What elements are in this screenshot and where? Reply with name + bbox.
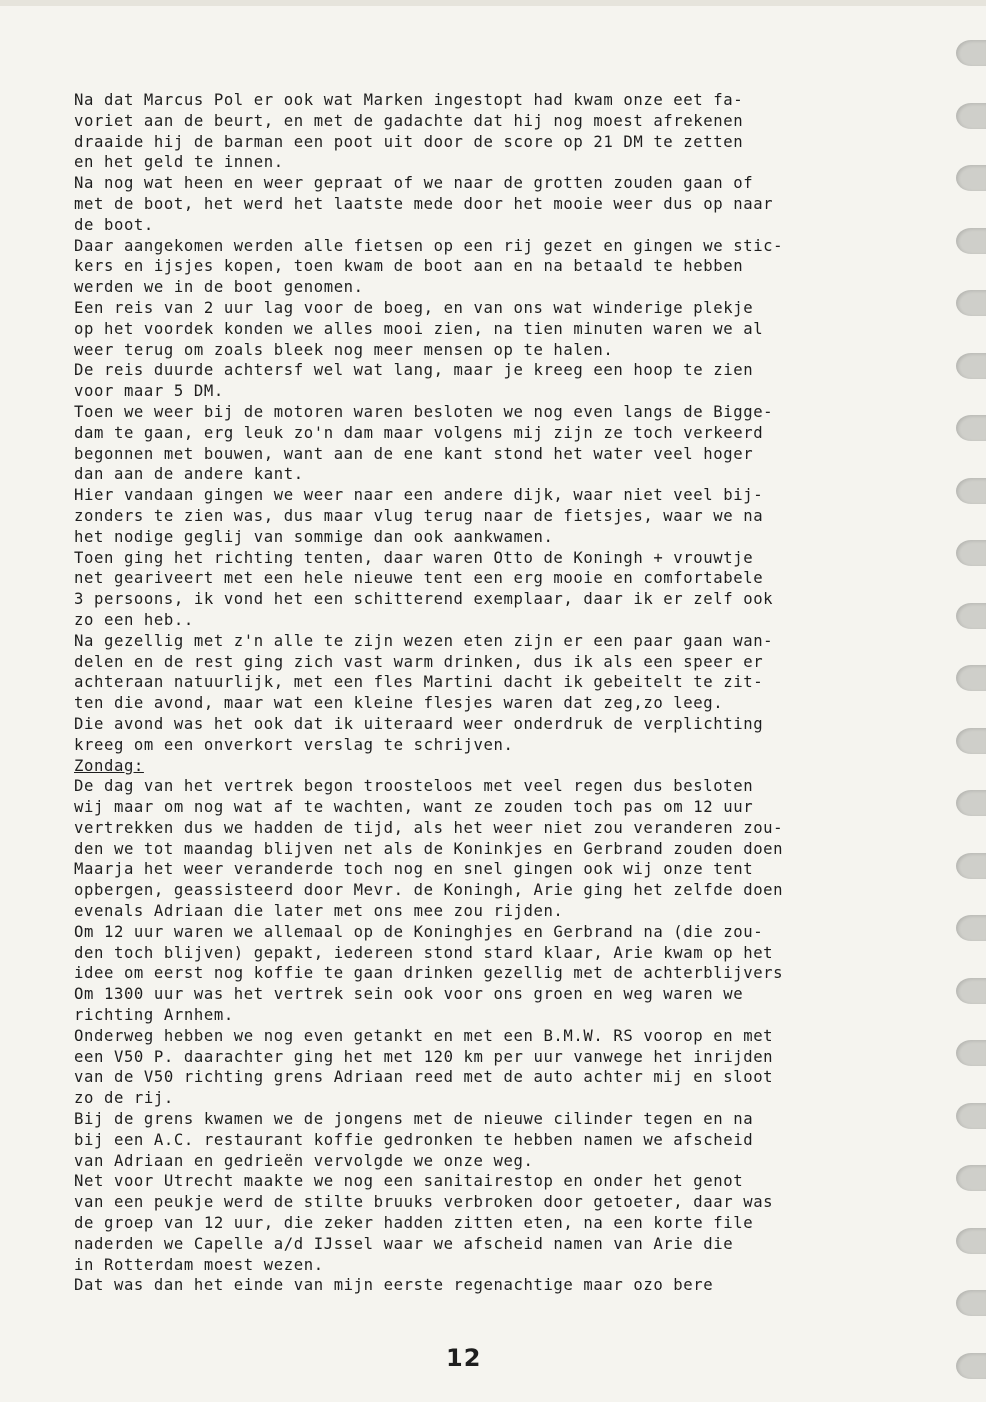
punch-hole xyxy=(956,165,986,191)
punch-hole xyxy=(956,1290,986,1316)
page-number: 12 xyxy=(446,1344,482,1372)
text-line: Net voor Utrecht maakte we nog een sanitairestop en onder het genot xyxy=(74,1172,744,1191)
text-line: Een reis van 2 uur lag voor de boeg, en van ons wat winderige plekje xyxy=(74,298,754,317)
punch-hole xyxy=(956,790,986,816)
text-line: Maarja het weer veranderde toch nog en snel gingen ook wij onze tent xyxy=(74,860,754,879)
punch-hole xyxy=(956,915,986,941)
text-line: De dag van het vertrek begon troosteloos met veel regen dus besloten xyxy=(74,777,754,796)
text-line: idee om eerst nog koffie te gaan drinken gezellig met de achterblijvers xyxy=(74,964,784,983)
text-line: Hier vandaan gingen we weer naar een andere dijk, waar niet veel bij- xyxy=(74,486,764,505)
text-line: zonders te zien was, dus maar vlug terug naar de fietsjes, waar we na xyxy=(74,506,764,525)
punch-hole xyxy=(956,1103,986,1129)
text-line: net geariveert met een hele nieuwe tent een erg mooie en comfortabele xyxy=(74,569,764,588)
text-line: voriet aan de beurt, en met de gadachte dat hij nog moest afrekenen xyxy=(74,111,744,130)
text-line: van Adriaan en gedrieën vervolgde we onze weg. xyxy=(74,1151,534,1170)
text-line: in Rotterdam moest wezen. xyxy=(74,1255,324,1274)
punch-hole xyxy=(956,665,986,691)
text-line: dam te gaan, erg leuk zo'n dam maar volgens mij zijn ze toch verkeerd xyxy=(74,423,764,442)
text-line: kreeg om een onverkort verslag te schrijven. xyxy=(74,735,514,754)
text-line: bij een A.C. restaurant koffie gedronken te hebben namen we afscheid xyxy=(74,1130,754,1149)
text-line: opbergen, geassisteerd door Mevr. de Koningh, Arie ging het zelfde doen xyxy=(74,881,784,900)
punch-hole xyxy=(956,728,986,754)
text-line: van een peukje werd de stilte bruuks verbroken door getoeter, daar was xyxy=(74,1193,774,1212)
text-line: den toch blijven) gepakt, iedereen stond stard klaar, Arie kwam op het xyxy=(74,943,774,962)
punch-hole xyxy=(956,978,986,1004)
punch-hole xyxy=(956,1165,986,1191)
punch-hole xyxy=(956,228,986,254)
punch-hole xyxy=(956,478,986,504)
text-line: Na nog wat heen en weer gepraat of we naar de grotten zouden gaan of xyxy=(74,174,754,193)
text-line: op het voordek konden we alles mooi zien, na tien minuten waren we al xyxy=(74,319,764,338)
text-line: achteraan natuurlijk, met een fles Martini dacht ik gebeitelt te zit- xyxy=(74,673,764,692)
punch-hole xyxy=(956,40,986,66)
text-line: ten die avond, maar wat een kleine flesjes waren dat zeg,zo leeg. xyxy=(74,694,724,713)
text-line: Onderweg hebben we nog even getankt en met een B.M.W. RS voorop en met xyxy=(74,1026,774,1045)
report-text-body xyxy=(74,90,964,1296)
text-line: Om 1300 uur was het vertrek sein ook voor ons groen en weg waren we xyxy=(74,985,744,1004)
text-line: draaide hij de barman een poot uit door de score op 21 DM te zetten xyxy=(74,132,744,151)
text-line: Om 12 uur waren we allemaal op de Koninghjes en Gerbrand na (die zou- xyxy=(74,922,764,941)
binder-punch-holes xyxy=(956,40,986,1402)
section-heading-zondag: Zondag: xyxy=(74,756,144,775)
text-line: den we tot maandag blijven net als de Koninkjes en Gerbrand zouden doen xyxy=(74,839,784,858)
text-line: voor maar 5 DM. xyxy=(74,382,224,401)
page-top-edge xyxy=(0,0,986,6)
text-line: en het geld te innen. xyxy=(74,153,284,172)
text-line: Die avond was het ook dat ik uiteraard weer onderdruk de verplichting xyxy=(74,714,764,733)
text-line: Bij de grens kwamen we de jongens met de nieuwe cilinder tegen en na xyxy=(74,1110,754,1129)
punch-hole xyxy=(956,415,986,441)
text-line: werden we in de boot genomen. xyxy=(74,278,364,297)
punch-hole xyxy=(956,1228,986,1254)
text-line: naderden we Capelle a/d IJssel waar we afscheid namen van Arie die xyxy=(74,1234,734,1253)
text-line: wij maar om nog wat af te wachten, want ze zouden toch pas om 12 uur xyxy=(74,798,754,817)
text-line: weer terug om zoals bleek nog meer mensen op te halen. xyxy=(74,340,614,359)
text-line: het nodige geglij van sommige dan ook aankwamen. xyxy=(74,527,554,546)
text-line: de boot. xyxy=(74,215,154,234)
text-line: Dat was dan het einde van mijn eerste regenachtige maar ozo bere xyxy=(74,1276,714,1295)
text-line: dan aan de andere kant. xyxy=(74,465,304,484)
text-line: kers en ijsjes kopen, toen kwam de boot aan en na betaald te hebben xyxy=(74,257,744,276)
text-line: Na dat Marcus Pol er ook wat Marken ingestopt had kwam onze eet fa- xyxy=(74,91,744,109)
text-line: met de boot, het werd het laatste mede door het mooie weer dus op naar xyxy=(74,194,774,213)
punch-hole xyxy=(956,603,986,629)
punch-hole xyxy=(956,1353,986,1379)
text-line: 3 persoons, ik vond het een schitterend exemplaar, daar ik er zelf ook xyxy=(74,590,774,609)
text-line: Toen we weer bij de motoren waren besloten we nog even langs de Bigge- xyxy=(74,402,774,421)
text-line: zo een heb.. xyxy=(74,610,194,629)
text-line: vertrekken dus we hadden de tijd, als het weer niet zou veranderen zou- xyxy=(74,818,784,837)
text-line: de groep van 12 uur, die zeker hadden zitten eten, na een korte file xyxy=(74,1214,754,1233)
text-line: evenals Adriaan die later met ons mee zou rijden. xyxy=(74,902,564,921)
text-line: delen en de rest ging zich vast warm drinken, dus ik als een speer er xyxy=(74,652,764,671)
text-line: De reis duurde achtersf wel wat lang, maar je kreeg een hoop te zien xyxy=(74,361,754,380)
punch-hole xyxy=(956,1040,986,1066)
text-line: Daar aangekomen werden alle fietsen op een rij gezet en gingen we stic- xyxy=(74,236,784,255)
text-line: zo de rij. xyxy=(74,1089,174,1108)
text-line: Toen ging het richting tenten, daar waren Otto de Koningh + vrouwtje xyxy=(74,548,754,567)
punch-hole xyxy=(956,540,986,566)
text-line: richting Arnhem. xyxy=(74,1006,234,1025)
punch-hole xyxy=(956,853,986,879)
text-line: Na gezellig met z'n alle te zijn wezen eten zijn er een paar gaan wan- xyxy=(74,631,774,650)
punch-hole xyxy=(956,103,986,129)
punch-hole xyxy=(956,290,986,316)
text-line: van de V50 richting grens Adriaan reed met de auto achter mij en sloot xyxy=(74,1068,774,1087)
punch-hole xyxy=(956,353,986,379)
text-line: een V50 P. daarachter ging het met 120 km per uur vanwege het inrijden xyxy=(74,1047,774,1066)
text-line: begonnen met bouwen, want aan de ene kant stond het water veel hoger xyxy=(74,444,754,463)
